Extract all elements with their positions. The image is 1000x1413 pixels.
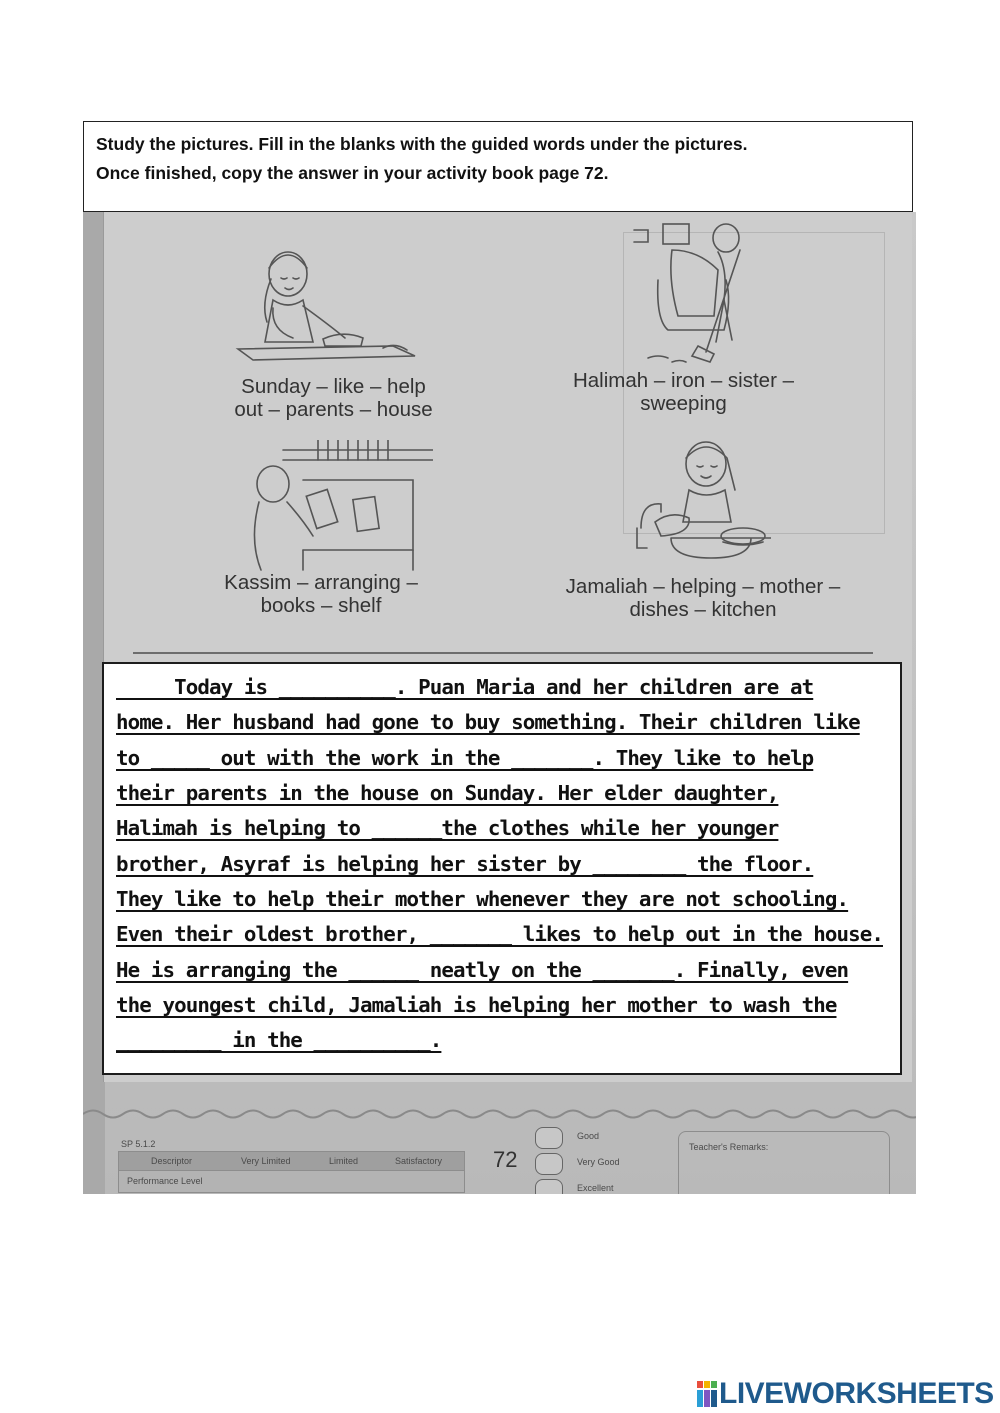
caption-3-line-1: Kassim – arranging –: [224, 571, 418, 594]
logo-text: LIVEWORKSHEETS: [719, 1377, 994, 1410]
scan-divider-rule: [133, 652, 873, 654]
passage-line-9: He is arranging the ______ neatly on the _______. Finally, even: [116, 958, 849, 982]
passage-line-1: Today is __________. Puan Maria and her children are at: [116, 675, 814, 699]
passage-line-10: the youngest child, Jamaliah is helping her mother to wash the: [116, 993, 837, 1017]
passage-line-6: brother, Asyraf is helping her sister by ________ the floor.: [116, 852, 814, 876]
caption-1-line-2: out – parents – house: [234, 398, 433, 421]
passage-line-3: to _____ out with the work in the _______. They like to help: [116, 746, 814, 770]
liveworksheets-mark-icon: [697, 1381, 717, 1407]
boy-sweeping-illustration: [628, 220, 768, 370]
table-header-descriptor: Descriptor: [151, 1156, 193, 1166]
passage-line-4: their parents in the house on Sunday. Her elder daughter,: [116, 781, 779, 805]
caption-picture-1: [231, 375, 436, 421]
caption-4-line-1: Jamaliah – helping – mother –: [565, 575, 841, 598]
table-header-very-limited: Very Limited: [241, 1156, 291, 1166]
caption-3-line-2: books – shelf: [260, 594, 382, 617]
caption-picture-4: [538, 575, 868, 621]
caption-2-line-1: Halimah – iron – sister –: [572, 369, 795, 392]
caption-4-line-2: dishes – kitchen: [629, 598, 777, 621]
performance-table: [118, 1151, 465, 1193]
rating-circle-very-good: [535, 1153, 563, 1175]
table-header-satisfactory: Satisfactory: [395, 1156, 443, 1166]
scan-footer: [83, 1107, 916, 1194]
instruction-line-2: Once finished, copy the answer in your activity book page 72.: [96, 163, 609, 183]
teacher-remarks-box: [678, 1131, 890, 1194]
girl-ironing-illustration: [233, 234, 423, 374]
passage-line-2: home. Her husband had gone to buy something. Their children like: [116, 710, 860, 734]
skill-code: SP 5.1.2: [121, 1139, 156, 1149]
rating-circle-good: [535, 1127, 563, 1149]
table-header-limited: Limited: [329, 1156, 359, 1166]
passage-line-5: Halimah is helping to ______the clothes while her younger: [116, 816, 779, 840]
caption-2-line-2: sweeping: [640, 392, 727, 415]
instruction-line-1: Study the pictures. Fill in the blanks with the guided words under the pictures.: [96, 134, 748, 154]
boy-arranging-books-illustration: [243, 440, 433, 575]
teacher-remarks-label: Teacher's Remarks:: [689, 1142, 769, 1152]
table-row-label: Performance Level: [127, 1176, 203, 1186]
passage-box: [102, 662, 902, 1075]
decorative-border: [83, 1107, 916, 1121]
rating-label-good: Good: [577, 1131, 600, 1141]
passage-line-11: _________ in the __________.: [116, 1028, 442, 1052]
caption-picture-2: [561, 369, 806, 415]
caption-1-line-1: Sunday – like – help: [241, 375, 426, 398]
rating-label-very-good: Very Good: [577, 1157, 620, 1167]
textbook-page-number: 72: [493, 1147, 518, 1172]
rating-label-excellent: Excellent: [577, 1183, 614, 1193]
girl-washing-dishes-illustration: [631, 438, 771, 568]
passage-line-8: Even their oldest brother, _______ likes to help out in the house.: [116, 922, 883, 946]
caption-picture-3: [211, 571, 431, 617]
instruction-box: [83, 121, 913, 212]
rating-circle-excellent: [535, 1179, 563, 1194]
passage-line-7: They like to help their mother whenever they are not schooling.: [116, 887, 849, 911]
